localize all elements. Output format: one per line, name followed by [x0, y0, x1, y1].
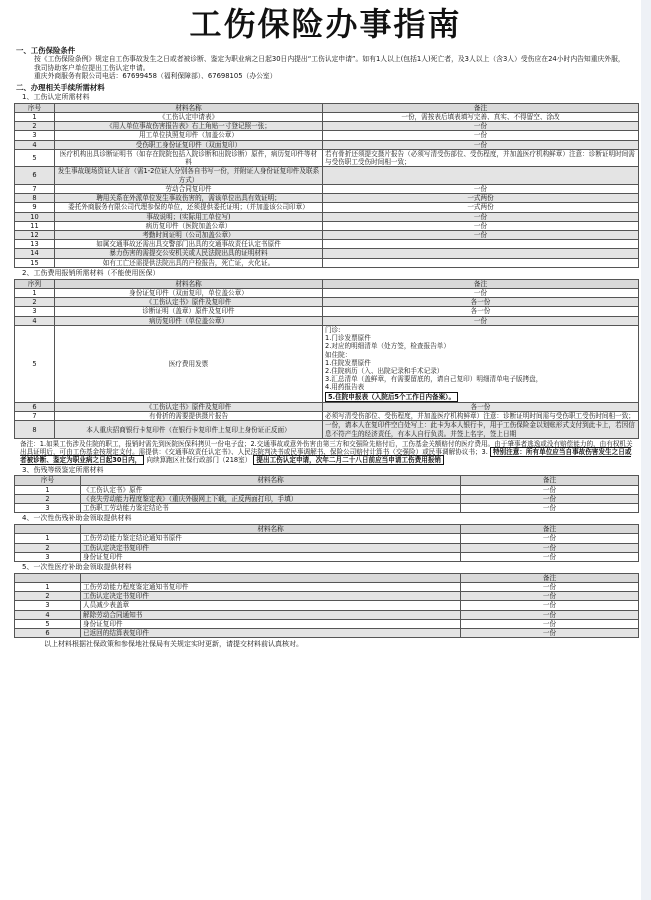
remark: 一份 [461, 552, 639, 561]
remark: 一份 [323, 140, 639, 149]
table-row [15, 149, 639, 166]
notes-block [20, 440, 635, 465]
material-name: 聘用关系在外派单位发生事故伤害的，需该单位出具有效证明； [55, 194, 323, 203]
table-2-header-remark: 备注 [323, 279, 639, 288]
notes-mid: 向续算跑区社保行政部门（218室） [146, 456, 252, 465]
table-row [15, 230, 639, 239]
table-5 [14, 573, 639, 639]
remark [323, 167, 639, 184]
material-name: 用工单位执照复印件（加盖公章） [55, 131, 323, 140]
material-name: 病历复印件（医院加盖公章） [55, 221, 323, 230]
table-row [15, 543, 639, 552]
remark: 一份 [323, 288, 639, 297]
remark: 一份 [323, 230, 639, 239]
table-row [15, 494, 639, 503]
table-row [15, 131, 639, 140]
table-row [15, 194, 639, 203]
table-row [15, 629, 639, 638]
table-4 [14, 524, 639, 562]
row-number: 14 [15, 249, 55, 258]
table-4-header-name: 材料名称 [81, 525, 461, 534]
table-2-body [15, 288, 639, 438]
row-number: 5 [15, 325, 55, 402]
table-row [15, 485, 639, 494]
row-number: 9 [15, 203, 55, 212]
table-2 [14, 279, 639, 439]
table-1-header-no: 序号 [15, 103, 55, 112]
table-row [15, 316, 639, 325]
table-row [15, 122, 639, 131]
row-number: 13 [15, 240, 55, 249]
material-name: 受伤职工身份证复印件（双面复印） [55, 140, 323, 149]
remark: 一份 [461, 485, 639, 494]
row-number: 1 [15, 485, 81, 494]
row-number: 7 [15, 412, 55, 421]
remark: 各一份 [323, 298, 639, 307]
row-number: 4 [15, 610, 81, 619]
table-5-caption: 5、一次性医疗补助金领取提供材料 [22, 562, 132, 571]
table-row [15, 421, 639, 438]
table-row [15, 258, 639, 267]
remark: 各一份 [323, 402, 639, 411]
table-row [15, 167, 639, 184]
table-5-header-no [15, 573, 81, 582]
material-name: 工伤认定决定书复印件 [81, 592, 461, 601]
material-name: 诊断证明（盖章）原件及复印件 [55, 307, 323, 316]
remark: 一份 [323, 131, 639, 140]
table-row [15, 582, 639, 591]
table-2-header-name: 材料名称 [55, 279, 323, 288]
row-number: 10 [15, 212, 55, 221]
table-1-caption: 1、工伤认定所需材料 [22, 92, 90, 101]
material-name: 工伤劳动能力鉴定结论通知书原件 [81, 534, 461, 543]
table-5-header-name [81, 573, 461, 582]
table-5-body [15, 582, 639, 637]
row-number: 5 [15, 149, 55, 166]
remark-line: 2.对应的明细清单（处方签，检查报告单） [325, 342, 450, 351]
material-name: 委托外商服务有限公司代理参保的单位，还须提供委托证明；（并加盖该公司印章） [55, 203, 323, 212]
remark [323, 258, 639, 267]
table-4-body [15, 534, 639, 562]
material-name: 《丧失劳动能力程度鉴定表》（重庆外服网上下载，正反两面打印，手填） [81, 494, 461, 503]
remark: 一份 [323, 184, 639, 193]
remark: 一式两份 [323, 203, 639, 212]
material-name: 《工伤认定书》原件及复印件 [55, 402, 323, 411]
row-number: 7 [15, 184, 55, 193]
row-number: 6 [15, 629, 81, 638]
table-row [15, 288, 639, 297]
remark-line: 如住院： [325, 350, 352, 359]
table-3 [14, 475, 639, 513]
material-name: 有骨折的需要提供摄片报告 [55, 412, 323, 421]
row-number: 11 [15, 221, 55, 230]
material-name: 身份证复印件 [81, 619, 461, 628]
table-1-header-name: 材料名称 [55, 103, 323, 112]
material-name: 身份证复印件（双面复印，单位盖公章） [55, 288, 323, 297]
row-number: 3 [15, 504, 81, 513]
row-number: 8 [15, 194, 55, 203]
table-4-caption: 4、一次性伤残补助金领取提供材料 [22, 514, 132, 523]
table-row [15, 249, 639, 258]
row-number: 2 [15, 494, 81, 503]
material-name: 《用人单位事故伤害报告表》右上角贴一寸登记照一张； [55, 122, 323, 131]
section-1-paragraph: 按《工伤保险条例》规定自工伤事故发生之日或者被诊断、鉴定为职业病之日起30日内提出“工伤认定申请”。如有1人以上(包括1人)死亡者，及3人以上（含3人）受伤应在24小时内告知重庆外服，我司协助客户单位提出工伤认定申请。 [34, 55, 625, 72]
remark: 一份 [461, 601, 639, 610]
section-2-heading: 二、办理相关手续所需材料 [16, 82, 105, 92]
row-number: 6 [15, 167, 55, 184]
notes-text: 备注：1.如果工伤涉及住院的职工，报销时需先到医院医保科拷贝一份电子盘；2.交通事故或意外伤害由第三方和交强险先赔付后，工伤基金关额赔付的医疗费用。由于肇事者逃逸或没有赔偿能力的，由有权机关出具证明后，可由工伤基金按规定支付。需提供：《交通事故责任认定书》、人民法院判决书或民事调解书、保险公司赔付计算书（交强险）或民事调解协议书；3. [20, 439, 633, 457]
row-number: 4 [15, 316, 55, 325]
row-number: 1 [15, 288, 55, 297]
material-name: 人员减少表盖章 [81, 601, 461, 610]
section-1-contact: 重庆外商服务有限公司电话：67699458（福利保障部）、67698105（办公室） [34, 72, 277, 81]
row-number: 3 [15, 307, 55, 316]
row-number: 3 [15, 552, 81, 561]
material-name: 如有工亡还需提供法院出具的户检报告，死亡证，火化证。 [55, 258, 323, 267]
material-name: 病历复印件（单位盖公章） [55, 316, 323, 325]
remark: 必须写清受伤部位、受伤程度，并加盖医疗机构鲜章）注意：诊断证明时间需与受伤职工受伤时间相一致； [323, 412, 639, 421]
table-3-header-no: 序号 [15, 476, 81, 485]
table-row [15, 221, 639, 230]
remark-line: 3.汇总清单（盖鲜章，有需要留底的，请自己复印）明细清单电子版拷盘， [325, 375, 543, 384]
remark: 一份 [461, 534, 639, 543]
row-number: 5 [15, 619, 81, 628]
material-name: 工伤劳动能力程度鉴定通知书复印件 [81, 582, 461, 591]
remark: 一份 [461, 619, 639, 628]
table-row [15, 412, 639, 421]
table-3-header-remark: 备注 [461, 476, 639, 485]
remark: 若有骨折还须提交摄片报告（必须写清受伤部位、受伤程度，并加盖医疗机构鲜章）注意：诊断证明时间需与受伤职工受伤时间相一致； [323, 149, 639, 166]
remark: 一份 [323, 212, 639, 221]
remark: 一份 [461, 592, 639, 601]
table-row [15, 534, 639, 543]
material-name: 身份证复印件 [81, 552, 461, 561]
notes-highlight-1: 特别注意：所有单位应当自事故伤害发生之日或者被诊断、鉴定为职业病之日起30日内， [20, 448, 632, 465]
material-name: 事故说明；(实际用工单位写) [55, 212, 323, 221]
material-name: 暴力伤害的需提交公安机关或人民法院出具的证明材料 [55, 249, 323, 258]
row-number: 6 [15, 402, 55, 411]
table-4-header-remark: 备注 [461, 525, 639, 534]
remark-line: 4.用药报告表 [325, 383, 365, 392]
table-row [15, 402, 639, 411]
row-number: 1 [15, 582, 81, 591]
row-number: 15 [15, 258, 55, 267]
remark: 一式两份 [323, 194, 639, 203]
table-row [15, 610, 639, 619]
table-row [15, 307, 639, 316]
remark: 一份 [461, 494, 639, 503]
row-number: 3 [15, 131, 55, 140]
table-1-body [15, 112, 639, 267]
material-name: 《工伤认定书》原件及复印件 [55, 298, 323, 307]
table-row [15, 203, 639, 212]
table-row [15, 298, 639, 307]
table-row [15, 504, 639, 513]
row-number: 2 [15, 543, 81, 552]
remark: 一份 [323, 316, 639, 325]
remark: 一份 [461, 582, 639, 591]
table-3-body [15, 485, 639, 513]
material-name: 医疗机构出具诊断证明书（如存在院院包括入院诊断和出院诊断）原件，病历复印件等材料 [55, 149, 323, 166]
section-1-heading: 一、工伤保险条件 [16, 46, 76, 55]
table-2-caption: 2、工伤费用报销所需材料（不能使用医保） [22, 268, 160, 277]
remark-line: 2.住院病历（入、出院记录和手术记录） [325, 367, 444, 376]
page-title: 工伤保险办事指南 [189, 5, 462, 43]
table-3-header-name: 材料名称 [81, 476, 461, 485]
remark: 一份，请本人在复印件空白处写上：此卡为本人银行卡，用于工伤保险金以划账形式支付到此卡上，若因信息不符产生的经济责任，有本人自行负责。并签上名字，签上日期 [323, 421, 639, 438]
material-name: 考勤时间证明（公司加盖公章） [55, 230, 323, 239]
table-row-medical-invoices [15, 325, 639, 402]
table-row [15, 240, 639, 249]
material-name: 劳动合同复印件 [55, 184, 323, 193]
material-name: 发生事故现场资证人证言（需1-2位证人分别各自书写一份，并附证人身份证复印件及联系方式） [55, 167, 323, 184]
row-number: 8 [15, 421, 55, 438]
row-number: 4 [15, 140, 55, 149]
row-number: 2 [15, 122, 55, 131]
footer-note: 以上材料根据社保政策和参保地社保局有关规定实时更新，请提交材料前认真核对。 [44, 640, 303, 649]
material-name: 本人重庆招商银行卡复印件（在银行卡复印件上复印上身份证正反面） [55, 421, 323, 438]
table-4-header-no [15, 525, 81, 534]
material-name: 医疗费用发票 [55, 325, 323, 402]
table-row [15, 619, 639, 628]
remark: 一份，需按表后填表填写完善、真实、不得留空、涂改 [323, 112, 639, 121]
remark: 一份 [323, 221, 639, 230]
remark: 一份 [323, 122, 639, 131]
row-number: 2 [15, 592, 81, 601]
material-name: 解除劳动合同通知书 [81, 610, 461, 619]
page-edge-stripe [641, 0, 651, 900]
remark: 一份 [461, 504, 639, 513]
material-name: 《工伤认定申请表》 [55, 112, 323, 121]
table-row [15, 140, 639, 149]
remark-line: 门诊: [325, 325, 341, 334]
remark [323, 325, 639, 402]
row-number: 1 [15, 112, 55, 121]
material-name: 工伤职工劳动能力鉴定结论书 [81, 504, 461, 513]
material-name: 《工伤认定书》原件 [81, 485, 461, 494]
remark-highlight: 5.住院申报表（入院后5个工作日内备案）。 [325, 392, 458, 402]
table-row [15, 184, 639, 193]
remark: 一份 [461, 629, 639, 638]
table-5-header-remark: 备注 [461, 573, 639, 582]
material-name: 如属交通事故还需出具交警部门出具的交通事故责任认定书原件 [55, 240, 323, 249]
table-row [15, 592, 639, 601]
table-row [15, 552, 639, 561]
notes-highlight-2: 提出工伤认定申请，次年二月二十八日前应当申请工伤费用报销 [253, 455, 444, 465]
table-1-header-remark: 备注 [323, 103, 639, 112]
material-name: 工伤认定决定书复印件 [81, 543, 461, 552]
table-row [15, 601, 639, 610]
row-number: 12 [15, 230, 55, 239]
remark [323, 249, 639, 258]
material-name: 已返回的结算表复印件 [81, 629, 461, 638]
table-row [15, 212, 639, 221]
row-number: 2 [15, 298, 55, 307]
remark: 一份 [461, 610, 639, 619]
remark-line: 1.门诊发票原件 [325, 334, 371, 343]
row-number: 1 [15, 534, 81, 543]
table-1 [14, 103, 639, 268]
table-row [15, 112, 639, 121]
remark: 各一份 [323, 307, 639, 316]
table-3-caption: 3、伤残等级鉴定所需材料 [22, 465, 104, 474]
remark [323, 240, 639, 249]
remark-line: 1.住院发票原件 [325, 358, 371, 367]
remark: 一份 [461, 543, 639, 552]
row-number: 3 [15, 601, 81, 610]
table-2-header-no: 序列 [15, 279, 55, 288]
